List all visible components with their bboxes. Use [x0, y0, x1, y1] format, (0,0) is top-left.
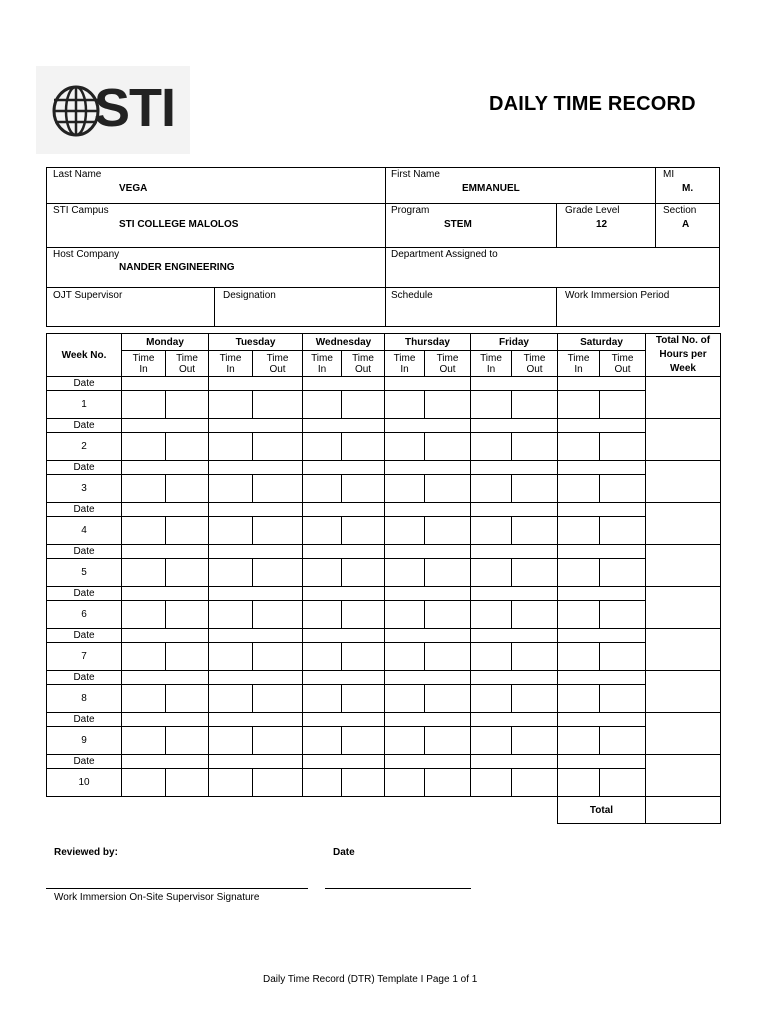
time-out-cell[interactable]: [512, 475, 558, 503]
time-in-cell[interactable]: [209, 475, 253, 503]
program-label: Program: [391, 205, 430, 216]
date-cell[interactable]: [385, 461, 471, 475]
time-in-cell[interactable]: [122, 727, 166, 755]
time-in-cell[interactable]: [385, 643, 425, 671]
time-out-cell[interactable]: [166, 517, 209, 545]
date-label: Date: [47, 671, 122, 685]
designation-label: Designation: [223, 290, 276, 301]
time-in-cell[interactable]: [303, 559, 342, 587]
time-out-cell[interactable]: [425, 391, 471, 419]
date-cell[interactable]: [385, 755, 471, 769]
date-label: Date: [47, 713, 122, 727]
time-in-cell[interactable]: [471, 769, 512, 797]
time-out-cell[interactable]: [253, 769, 303, 797]
grand-total-cell[interactable]: [646, 797, 721, 824]
time-in-cell[interactable]: [122, 475, 166, 503]
time-out-cell[interactable]: [253, 559, 303, 587]
date-cell[interactable]: [303, 503, 385, 517]
time-in-cell[interactable]: [303, 685, 342, 713]
date-cell[interactable]: [122, 503, 209, 517]
date-cell[interactable]: [558, 755, 646, 769]
time-out-cell[interactable]: [600, 517, 646, 545]
date-cell[interactable]: [122, 419, 209, 433]
date-cell[interactable]: [385, 545, 471, 559]
time-out-cell[interactable]: [425, 685, 471, 713]
date-line: [325, 888, 471, 889]
time-out-header: Time Out: [342, 351, 385, 377]
time-out-cell[interactable]: [342, 643, 385, 671]
date-cell[interactable]: [471, 545, 558, 559]
grade-level-label: Grade Level: [565, 205, 620, 216]
time-out-cell[interactable]: [342, 391, 385, 419]
time-out-cell[interactable]: [342, 685, 385, 713]
time-out-cell[interactable]: [342, 559, 385, 587]
time-in-cell[interactable]: [209, 643, 253, 671]
mi-label: MI: [663, 169, 675, 180]
time-out-cell[interactable]: [166, 559, 209, 587]
time-out-cell[interactable]: [166, 391, 209, 419]
date-cell[interactable]: [385, 503, 471, 517]
week-number: 5: [47, 559, 122, 587]
host-company-value: NANDER ENGINEERING: [119, 262, 235, 273]
time-out-cell[interactable]: [425, 643, 471, 671]
time-in-cell[interactable]: [558, 391, 600, 419]
time-in-cell[interactable]: [471, 391, 512, 419]
time-in-cell[interactable]: [303, 601, 342, 629]
first-name-value: EMMANUEL: [462, 183, 520, 194]
date-cell[interactable]: [303, 419, 385, 433]
time-in-cell[interactable]: [558, 433, 600, 461]
total-row-spacer: [47, 797, 558, 824]
time-in-cell[interactable]: [303, 769, 342, 797]
time-in-cell[interactable]: [122, 685, 166, 713]
time-in-cell[interactable]: [385, 769, 425, 797]
campus-value: STI COLLEGE MALOLOS: [119, 219, 239, 230]
time-out-cell[interactable]: [425, 559, 471, 587]
date-cell[interactable]: [303, 545, 385, 559]
time-out-cell[interactable]: [600, 727, 646, 755]
day-header-saturday: Saturday: [558, 334, 646, 351]
time-in-cell[interactable]: [471, 685, 512, 713]
section-label: Section: [663, 205, 697, 216]
time-out-cell[interactable]: [166, 643, 209, 671]
time-in-cell[interactable]: [209, 601, 253, 629]
date-cell[interactable]: [303, 713, 385, 727]
time-out-cell[interactable]: [600, 643, 646, 671]
week-total-cell[interactable]: [646, 419, 721, 461]
total-label: Total: [558, 797, 646, 824]
time-in-cell[interactable]: [303, 391, 342, 419]
week-total-cell[interactable]: [646, 377, 721, 419]
time-in-cell[interactable]: [558, 601, 600, 629]
date-label: Date: [47, 755, 122, 769]
time-in-cell[interactable]: [122, 643, 166, 671]
time-in-cell[interactable]: [122, 601, 166, 629]
student-info-box: [46, 167, 720, 327]
time-in-cell[interactable]: [558, 769, 600, 797]
time-in-cell[interactable]: [385, 517, 425, 545]
date-label: Date: [47, 419, 122, 433]
week-total-cell[interactable]: [646, 587, 721, 629]
date-cell[interactable]: [303, 377, 385, 391]
date-cell[interactable]: [558, 671, 646, 685]
time-out-cell[interactable]: [512, 601, 558, 629]
time-in-cell[interactable]: [558, 685, 600, 713]
date-cell[interactable]: [122, 587, 209, 601]
time-in-cell[interactable]: [558, 643, 600, 671]
date-cell[interactable]: [471, 419, 558, 433]
time-out-cell[interactable]: [512, 559, 558, 587]
week-total-cell[interactable]: [646, 461, 721, 503]
time-out-header: Time Out: [253, 351, 303, 377]
day-header-tuesday: Tuesday: [209, 334, 303, 351]
date-cell[interactable]: [122, 629, 209, 643]
week-no-header: Week No.: [47, 334, 122, 377]
time-out-cell[interactable]: [166, 769, 209, 797]
time-out-cell[interactable]: [342, 601, 385, 629]
date-cell[interactable]: [558, 713, 646, 727]
date-label: Date: [47, 503, 122, 517]
week-number: 8: [47, 685, 122, 713]
date-cell[interactable]: [471, 671, 558, 685]
time-in-cell[interactable]: [558, 475, 600, 503]
time-in-cell[interactable]: [122, 559, 166, 587]
date-cell[interactable]: [385, 713, 471, 727]
mi-value: M.: [682, 183, 694, 194]
time-in-cell[interactable]: [209, 685, 253, 713]
week-total-cell[interactable]: [646, 545, 721, 587]
time-out-cell[interactable]: [425, 517, 471, 545]
time-out-cell[interactable]: [253, 391, 303, 419]
week-number: 3: [47, 475, 122, 503]
date-cell[interactable]: [558, 377, 646, 391]
time-in-cell[interactable]: [471, 727, 512, 755]
date-cell[interactable]: [385, 377, 471, 391]
date-cell[interactable]: [385, 419, 471, 433]
week-total-cell[interactable]: [646, 755, 721, 797]
date-cell[interactable]: [122, 713, 209, 727]
time-in-cell[interactable]: [471, 517, 512, 545]
date-cell[interactable]: [122, 671, 209, 685]
date-cell[interactable]: [303, 461, 385, 475]
time-in-cell[interactable]: [303, 643, 342, 671]
date-cell[interactable]: [471, 629, 558, 643]
time-out-cell[interactable]: [600, 769, 646, 797]
work-immersion-period-label: Work Immersion Period: [565, 290, 670, 301]
date-cell[interactable]: [558, 419, 646, 433]
campus-label: STI Campus: [53, 205, 109, 216]
page-footer: Daily Time Record (DTR) Template I Page 1 of 1: [263, 974, 478, 985]
time-in-cell[interactable]: [558, 559, 600, 587]
time-in-header: Time In: [385, 351, 425, 377]
last-name-label: Last Name: [53, 169, 102, 180]
time-out-cell[interactable]: [600, 601, 646, 629]
time-out-cell[interactable]: [425, 433, 471, 461]
date-cell[interactable]: [122, 377, 209, 391]
time-out-cell[interactable]: [512, 685, 558, 713]
time-out-cell[interactable]: [253, 475, 303, 503]
time-out-cell[interactable]: [512, 517, 558, 545]
date-cell[interactable]: [471, 755, 558, 769]
last-name-value: VEGA: [119, 183, 148, 194]
date-cell[interactable]: [471, 713, 558, 727]
date-label: Date: [47, 629, 122, 643]
date-label: Date: [47, 587, 122, 601]
time-out-cell[interactable]: [342, 727, 385, 755]
week-number: 10: [47, 769, 122, 797]
date-cell[interactable]: [122, 755, 209, 769]
time-out-cell[interactable]: [342, 517, 385, 545]
time-in-cell[interactable]: [471, 559, 512, 587]
date-cell[interactable]: [122, 545, 209, 559]
time-in-cell[interactable]: [122, 769, 166, 797]
time-out-cell[interactable]: [253, 685, 303, 713]
week-total-cell[interactable]: [646, 503, 721, 545]
time-in-cell[interactable]: [303, 433, 342, 461]
time-out-cell[interactable]: [253, 433, 303, 461]
week-total-cell[interactable]: [646, 629, 721, 671]
time-in-cell[interactable]: [122, 517, 166, 545]
time-in-cell[interactable]: [471, 433, 512, 461]
date-cell[interactable]: [303, 755, 385, 769]
time-out-cell[interactable]: [512, 643, 558, 671]
date-label: Date: [333, 847, 355, 858]
date-cell[interactable]: [209, 629, 303, 643]
time-in-cell[interactable]: [209, 559, 253, 587]
time-out-cell[interactable]: [512, 727, 558, 755]
time-in-header: Time In: [209, 351, 253, 377]
date-cell[interactable]: [385, 671, 471, 685]
day-header-thursday: Thursday: [385, 334, 471, 351]
time-in-cell[interactable]: [209, 727, 253, 755]
week-total-cell[interactable]: [646, 671, 721, 713]
date-cell[interactable]: [209, 461, 303, 475]
week-number: 6: [47, 601, 122, 629]
date-cell[interactable]: [303, 587, 385, 601]
date-cell[interactable]: [303, 629, 385, 643]
time-out-cell[interactable]: [512, 391, 558, 419]
time-in-cell[interactable]: [385, 433, 425, 461]
time-in-header: Time In: [558, 351, 600, 377]
grade-level-value: 12: [596, 219, 608, 230]
section-value: A: [682, 219, 690, 230]
date-cell[interactable]: [471, 503, 558, 517]
date-cell[interactable]: [558, 545, 646, 559]
department-label: Department Assigned to: [391, 249, 498, 260]
time-in-cell[interactable]: [303, 517, 342, 545]
time-out-cell[interactable]: [600, 433, 646, 461]
time-in-cell[interactable]: [385, 391, 425, 419]
time-out-cell[interactable]: [342, 769, 385, 797]
time-out-cell[interactable]: [166, 727, 209, 755]
week-number: 7: [47, 643, 122, 671]
date-cell[interactable]: [209, 671, 303, 685]
time-in-cell[interactable]: [209, 769, 253, 797]
date-cell[interactable]: [209, 755, 303, 769]
time-in-cell[interactable]: [471, 601, 512, 629]
time-out-cell[interactable]: [425, 475, 471, 503]
time-out-cell[interactable]: [253, 643, 303, 671]
date-cell[interactable]: [209, 503, 303, 517]
host-company-label: Host Company: [53, 249, 120, 260]
date-cell[interactable]: [385, 629, 471, 643]
time-out-cell[interactable]: [600, 475, 646, 503]
time-in-header: Time In: [122, 351, 166, 377]
week-number: 9: [47, 727, 122, 755]
reviewed-by-label: Reviewed by:: [54, 847, 118, 858]
date-cell[interactable]: [209, 377, 303, 391]
time-in-cell[interactable]: [471, 643, 512, 671]
time-in-cell[interactable]: [122, 391, 166, 419]
logo-wordmark: STI: [94, 78, 176, 138]
date-cell[interactable]: [209, 545, 303, 559]
day-header-monday: Monday: [122, 334, 209, 351]
date-cell[interactable]: [558, 629, 646, 643]
page-title: DAILY TIME RECORD: [489, 93, 696, 115]
time-in-cell[interactable]: [385, 475, 425, 503]
date-cell[interactable]: [209, 587, 303, 601]
date-cell[interactable]: [558, 587, 646, 601]
time-in-cell[interactable]: [122, 433, 166, 461]
time-in-cell[interactable]: [209, 433, 253, 461]
time-out-cell[interactable]: [425, 601, 471, 629]
time-out-cell[interactable]: [253, 517, 303, 545]
time-out-cell[interactable]: [425, 727, 471, 755]
date-cell[interactable]: [122, 461, 209, 475]
date-cell[interactable]: [303, 671, 385, 685]
week-number: 2: [47, 433, 122, 461]
total-hours-header: Total No. of Hours per Week: [646, 334, 721, 377]
time-in-cell[interactable]: [558, 517, 600, 545]
time-out-cell[interactable]: [166, 685, 209, 713]
time-out-cell[interactable]: [253, 727, 303, 755]
time-out-cell[interactable]: [342, 433, 385, 461]
week-number: 1: [47, 391, 122, 419]
time-out-cell[interactable]: [253, 601, 303, 629]
time-in-cell[interactable]: [209, 391, 253, 419]
sti-logo: [36, 66, 190, 154]
time-out-header: Time Out: [600, 351, 646, 377]
date-label: Date: [47, 461, 122, 475]
week-total-cell[interactable]: [646, 713, 721, 755]
date-label: Date: [47, 377, 122, 391]
time-out-cell[interactable]: [166, 601, 209, 629]
schedule-label: Schedule: [391, 290, 433, 301]
signature-line: [46, 888, 308, 889]
time-out-cell[interactable]: [600, 559, 646, 587]
signature-caption: Work Immersion On-Site Supervisor Signature: [54, 892, 260, 903]
date-cell[interactable]: [558, 503, 646, 517]
date-cell[interactable]: [471, 461, 558, 475]
date-label: Date: [47, 545, 122, 559]
time-in-cell[interactable]: [558, 727, 600, 755]
time-out-header: Time Out: [425, 351, 471, 377]
time-out-cell[interactable]: [425, 769, 471, 797]
time-out-cell[interactable]: [600, 685, 646, 713]
time-out-cell[interactable]: [166, 433, 209, 461]
date-cell[interactable]: [385, 587, 471, 601]
time-in-cell[interactable]: [471, 475, 512, 503]
time-out-cell[interactable]: [166, 475, 209, 503]
date-cell[interactable]: [471, 377, 558, 391]
date-cell[interactable]: [209, 713, 303, 727]
day-header-wednesday: Wednesday: [303, 334, 385, 351]
day-header-friday: Friday: [471, 334, 558, 351]
time-in-cell[interactable]: [385, 559, 425, 587]
dtr-table: [46, 333, 721, 824]
time-out-header: Time Out: [512, 351, 558, 377]
time-out-cell[interactable]: [600, 391, 646, 419]
time-out-cell[interactable]: [342, 475, 385, 503]
time-in-cell[interactable]: [209, 517, 253, 545]
program-value: STEM: [444, 219, 472, 230]
time-in-cell[interactable]: [303, 727, 342, 755]
time-out-cell[interactable]: [512, 433, 558, 461]
date-cell[interactable]: [471, 587, 558, 601]
time-in-cell[interactable]: [385, 685, 425, 713]
time-in-header: Time In: [471, 351, 512, 377]
first-name-label: First Name: [391, 169, 440, 180]
time-in-cell[interactable]: [303, 475, 342, 503]
time-in-header: Time In: [303, 351, 342, 377]
time-in-cell[interactable]: [385, 601, 425, 629]
ojt-supervisor-label: OJT Supervisor: [53, 290, 123, 301]
date-cell[interactable]: [558, 461, 646, 475]
time-out-header: Time Out: [166, 351, 209, 377]
date-cell[interactable]: [209, 419, 303, 433]
time-out-cell[interactable]: [512, 769, 558, 797]
time-in-cell[interactable]: [385, 727, 425, 755]
week-number: 4: [47, 517, 122, 545]
